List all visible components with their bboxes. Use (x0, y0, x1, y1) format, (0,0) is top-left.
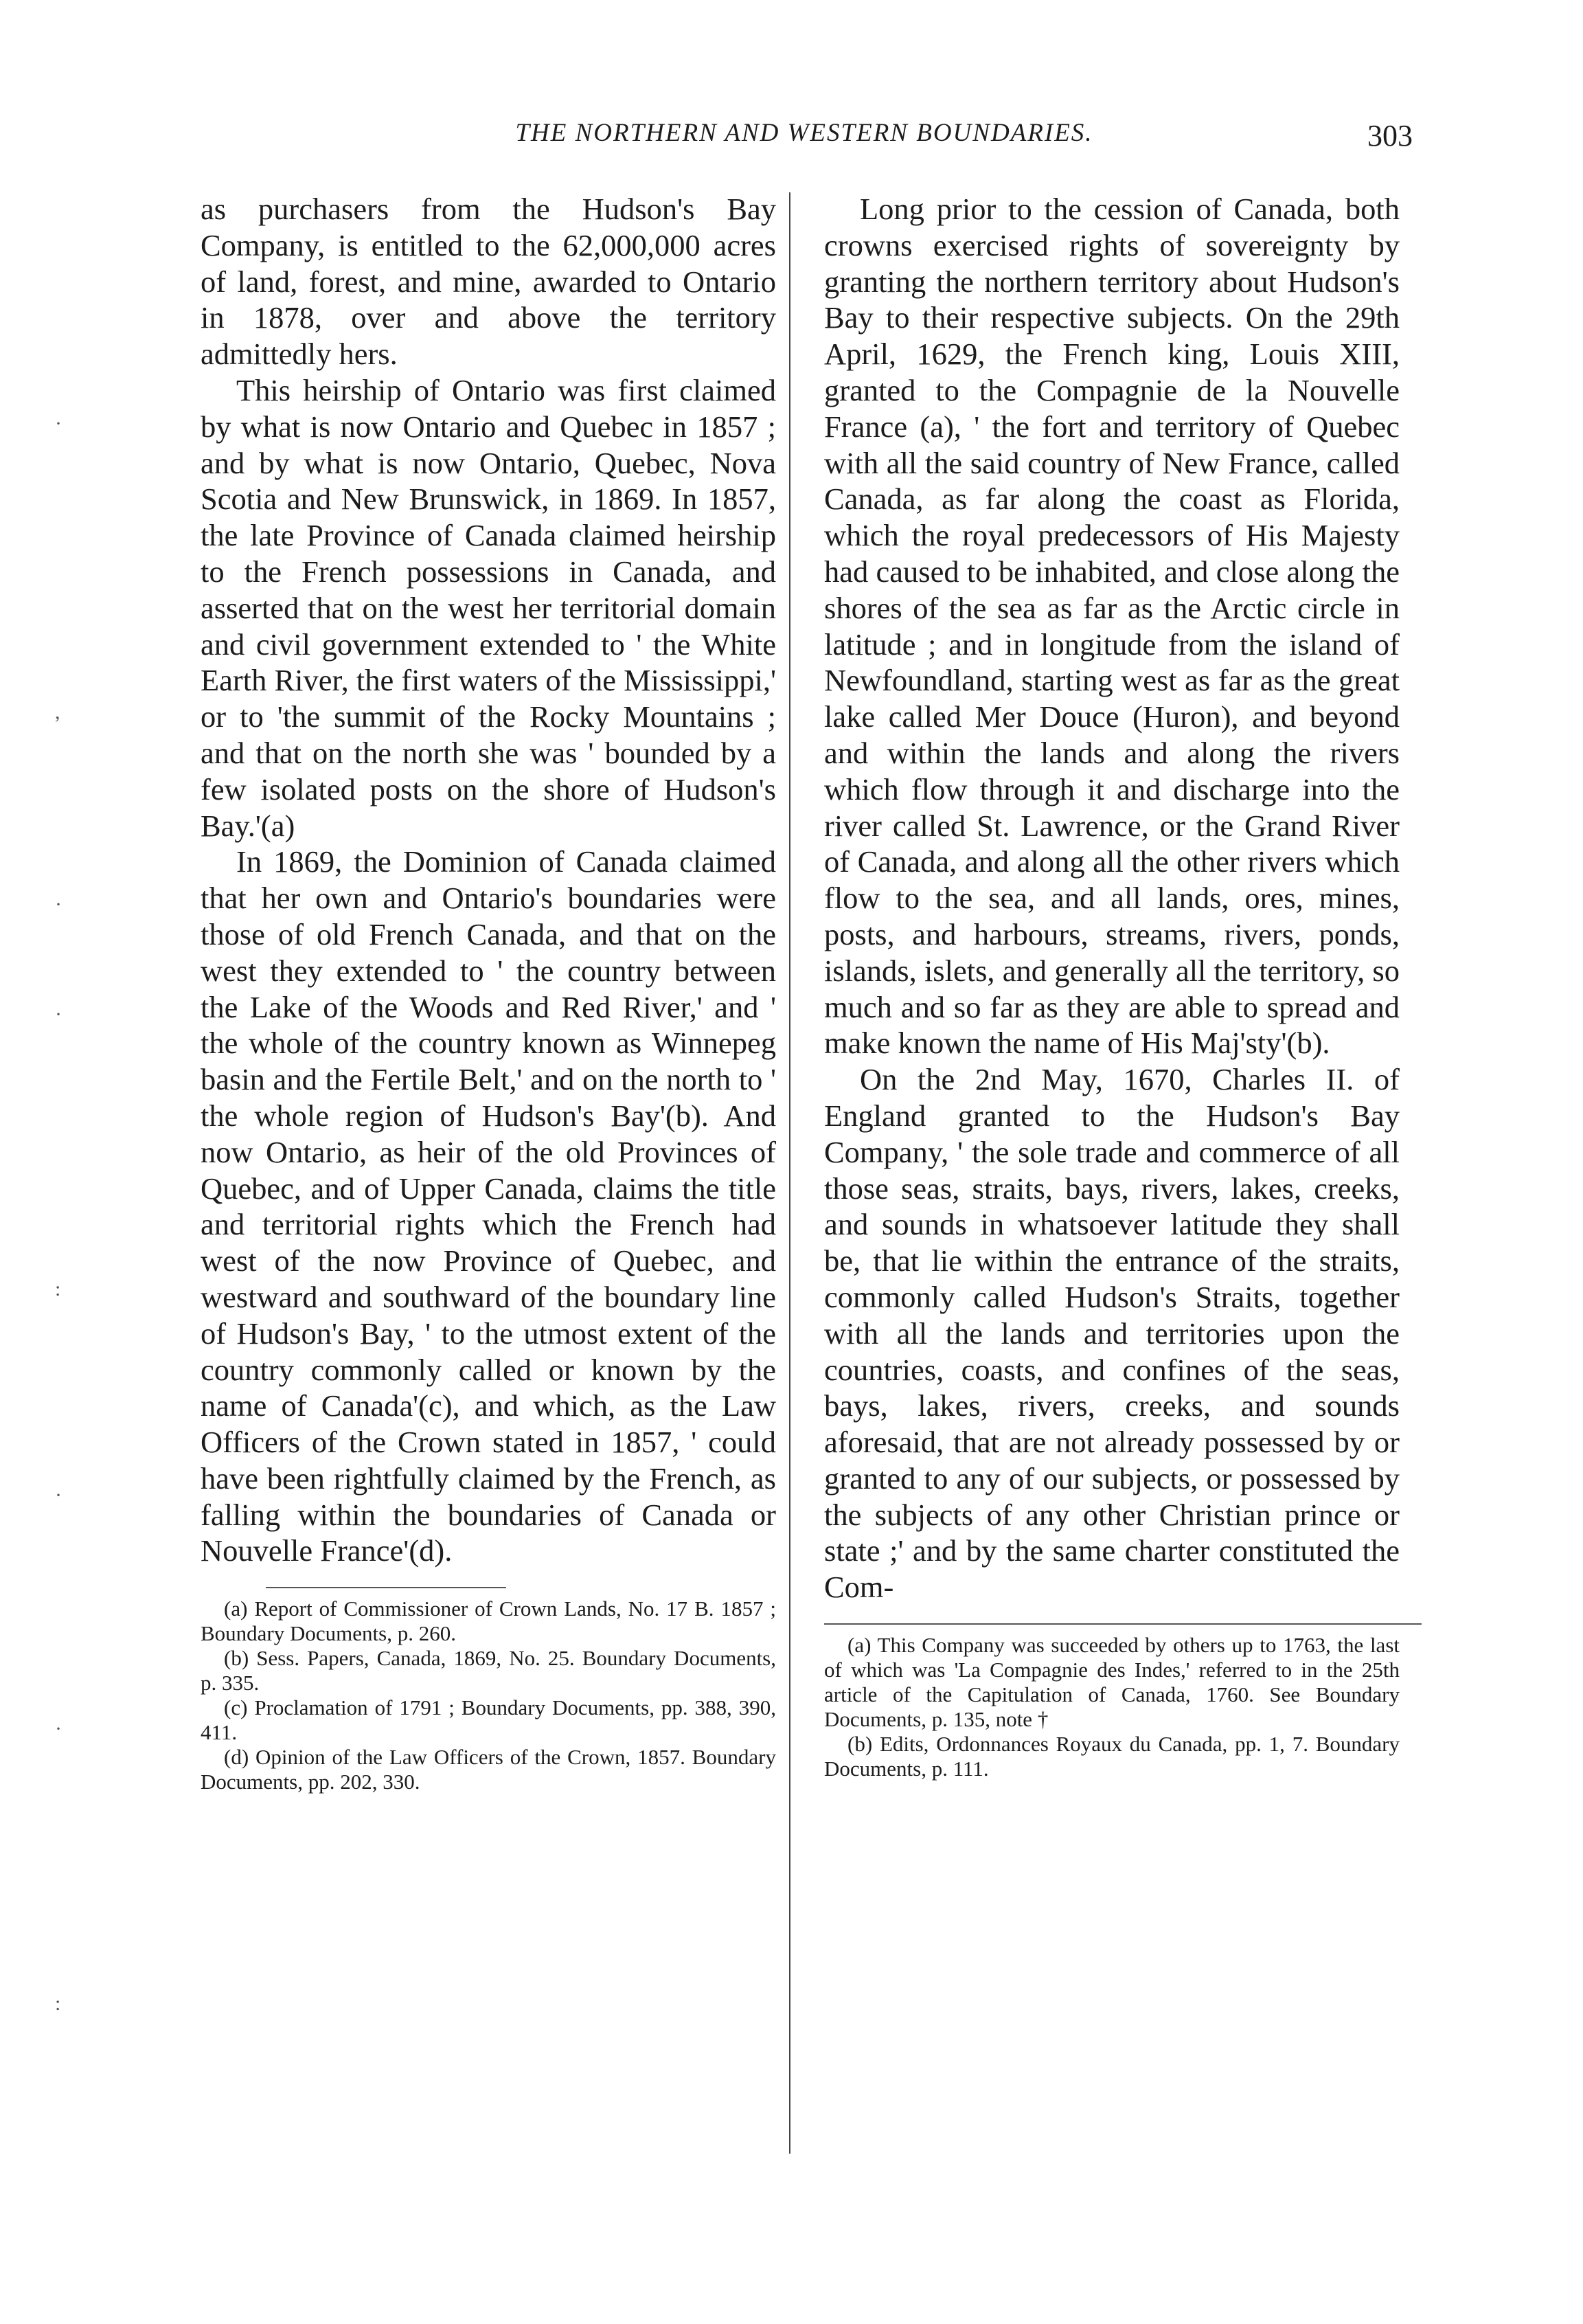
margin-speck: · (55, 412, 62, 435)
margin-speck: · (55, 1003, 62, 1026)
margin-speck: , (55, 701, 60, 723)
footnote-rule (266, 1587, 506, 1588)
page-number: 303 (1367, 119, 1413, 153)
footnote: (c) Proclamation of 1791 ; Boundary Documents, pp. 388, 390, 411. (201, 1695, 776, 1745)
footnote: (b) Sess. Papers, Canada, 1869, No. 25. Boundary Documents, p. 335. (201, 1646, 776, 1695)
left-column-text (201, 191, 776, 1569)
right-column-text (824, 191, 1400, 1605)
margin-speck: · (55, 1717, 62, 1740)
paragraph: as purchasers from the Hudson's Bay Company, is entitled to the 62,000,000 acres of land, forest, and mine, awarded to Ontario in 1878, over and above the territory admittedly hers. (201, 192, 776, 372)
left-column (201, 191, 776, 1794)
margin-speck: : (55, 1278, 61, 1300)
right-footnotes (824, 1633, 1400, 1781)
footnote: (d) Opinion of the Law Officers of the Crown, 1857. Boundary Documents, pp. 202, 330. (201, 1745, 776, 1794)
margin-speck: : (55, 1992, 61, 2015)
page-header (196, 118, 1413, 159)
margin-speck: · (55, 1484, 62, 1507)
right-column (824, 191, 1400, 1781)
margin-specks (41, 412, 89, 2130)
left-footnotes (201, 1597, 776, 1794)
paragraph: On the 2nd May, 1670, Charles II. of England granted to the Hudson's Bay Company, ' the sole trade and commerce of all those seas, straits, bays, rivers, lakes, creeks, and sounds in whatsoever latitude they shall be, that lie within the entrance of the straits, commonly called Hudson's Straits, together with all the lands and territories upon the countries, coasts, and confines of the seas, bays, lakes, rivers, creeks, and sounds aforesaid, that are not already possessed by or granted to any of our subjects, or possessed by the subjects of any other Christian prince or state ;' and by the same charter constituted the Com- (824, 1062, 1400, 1605)
column-divider (789, 192, 790, 2154)
footnote-rule (824, 1623, 1422, 1625)
paragraph: In 1869, the Dominion of Canada claimed that her own and Ontario's boundaries were those of old French Canada, and that on the west they extended to ' the country between the Lake of the Woods and Red River,' and ' the whole of the country known as Winnepeg basin and the Fertile Belt,' and on the north to ' the whole region of Hudson's Bay'(b). And now Ontario, as heir of the old Provinces of Quebec, and of Upper Canada, claims the title and territorial rights which the French had west of the now Province of Quebec, and westward and southward of the boundary line of Hudson's Bay, ' to the utmost extent of the country commonly called or known by the name of Canada'(c), and which, as the Law Officers of the Crown stated in 1857, ' could have been rightfully claimed by the French, as falling within the boundaries of Canada or Nouvelle France'(d). (201, 844, 776, 1568)
paragraph: Long prior to the cession of Canada, both crowns exercised rights of sovereignty by granting the northern territory about Hudson's Bay to their respective subjects. On the 29th April, 1629, the French king, Louis XIII, granted to the Compagnie de la Nouvelle France (a), ' the fort and territory of Quebec with all the said country of New France, called Canada, as far along the coast as Florida, which the royal predecessors of His Majesty had caused to be inhabited, and close along the shores of the sea as far as the Arctic circle in latitude ; and in longitude from the island of Newfoundland, starting west as far as the great lake called Mer Douce (Huron), and beyond and within the lands and along the rivers which flow through it and discharge into the river called St. Lawrence, or the Grand River of Canada, and along all the other rivers which flow to the sea, and all lands, ores, mines, posts, and harbours, streams, rivers, ponds, islands, islets, and generally all the territory, so much and so far as they are able to spread and make known the name of His Maj'sty'(b). (824, 192, 1400, 1061)
margin-speck: · (55, 893, 62, 916)
running-title: THE NORTHERN AND WESTERN BOUNDARIES. (515, 119, 1093, 147)
paragraph: This heirship of Ontario was first claimed by what is now Ontario and Quebec in 1857 ; and by what is now Ontario, Quebec, Nova Scotia and New Brunswick, in 1869. In 1857, the late Province of Canada claimed heirship to the French possessions in Canada, and asserted that on the west her territorial domain and civil government extended to ' the White Earth River, the first waters of the Mississippi,' or to 'the summit of the Rocky Mountains ; and that on the north she was ' bounded by a few isolated posts on the shore of Hudson's Bay.'(a) (201, 372, 777, 843)
footnote: (a) Report of Commissioner of Crown Lands, No. 17 B. 1857 ; Boundary Documents, p. 260. (201, 1597, 776, 1646)
footnote: (a) This Company was succeeded by others up to 1763, the last of which was 'La Compagnie des Indes,' referred to in the 25th article of the Capitulation of Canada, 1760. See Boundary Documents, p. 135, note † (824, 1633, 1400, 1732)
footnote: (b) Edits, Ordonnances Royaux du Canada, pp. 1, 7. Boundary Documents, p. 111. (824, 1732, 1400, 1781)
